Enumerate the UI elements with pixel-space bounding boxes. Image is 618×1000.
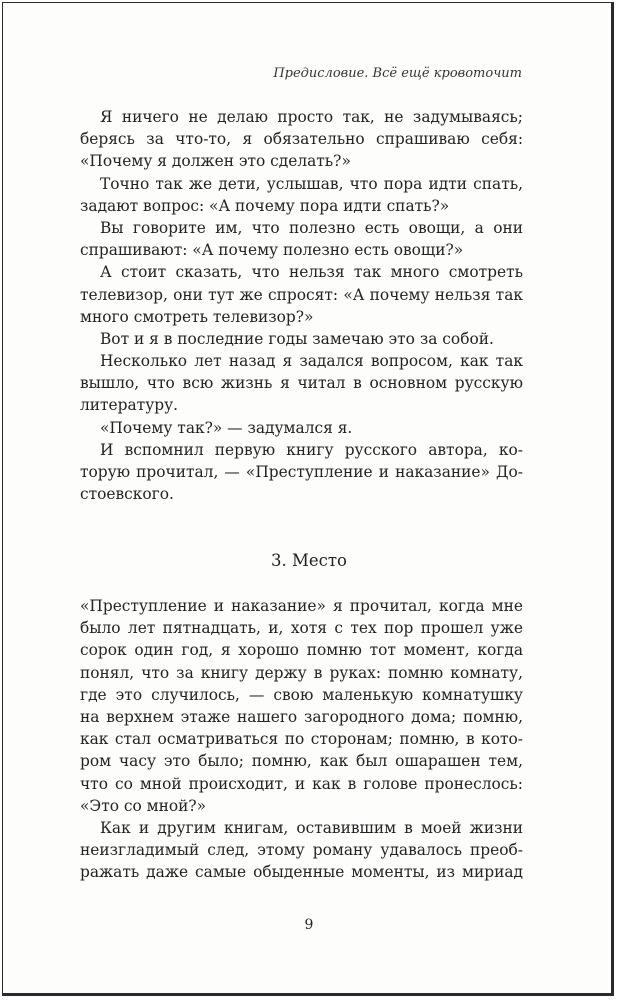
text-line: берясь за что-то, я обязательно спрашиваю себя: bbox=[80, 130, 523, 149]
text-line: сорок один год, я хорошо помню тот момент, когда bbox=[80, 641, 523, 660]
body-text-block-1 bbox=[80, 106, 523, 505]
text-line: Как и другим книгам, оставившим в моей жизни bbox=[100, 818, 523, 837]
text-line: Вы говорите им, что полезно есть овощи, а они bbox=[100, 218, 523, 237]
text-line: задают вопрос: «А почему пора идти спать?» bbox=[80, 196, 450, 215]
text-line: ром часу это было; помню, как был ошарашен тем, bbox=[80, 752, 523, 771]
text-line: спрашивают: «А почему полезно есть овощи?» bbox=[80, 241, 464, 260]
text-line: Я ничего не делаю просто так, не задумываясь; bbox=[100, 108, 523, 126]
text-line: что со мной происходит, и как в голове пронеслось: bbox=[80, 774, 523, 793]
text-line: «Преступление и наказание» я прочитал, когда мне bbox=[80, 597, 523, 615]
text-line: Точно так же дети, услышав, что пора идти спать, bbox=[100, 174, 523, 193]
text-line: неизгладимый след, этому роману удавалось преоб- bbox=[80, 841, 523, 860]
text-line: «Почему так?» — задумался я. bbox=[100, 418, 353, 437]
text-line: «Это со мной?» bbox=[80, 796, 207, 815]
text-line: «Почему я должен это сделать?» bbox=[80, 152, 351, 171]
text-line: Несколько лет назад я задался вопросом, как так bbox=[100, 352, 523, 371]
text-line: где это случилось, — свою маленькую комнатушку bbox=[80, 685, 523, 704]
body-text-block-2 bbox=[80, 595, 523, 883]
text-line: вышло, что всю жизнь я читал в основном русскую bbox=[80, 374, 523, 393]
text-line: много смотреть телевизор?» bbox=[80, 307, 314, 326]
text-line: на верхнем этаже нашего загородного дома; помню, bbox=[80, 707, 523, 726]
text-line: литературу. bbox=[80, 396, 179, 415]
text-line: А стоит сказать, что нельзя так много смотреть bbox=[100, 263, 523, 282]
text-line: торую прочитал, — «Преступление и наказание» До- bbox=[80, 463, 523, 481]
text-line: было лет пятнадцать, и, хотя с тех пор прошел уже bbox=[80, 619, 523, 638]
text-line: ражать даже самые обыденные моменты, из мириад bbox=[80, 863, 523, 882]
running-header: Предисловие. Всё ещё кровоточит bbox=[273, 66, 522, 81]
text-line: Вот и я в последние годы замечаю это за собой. bbox=[100, 329, 494, 348]
section-heading: 3. Место bbox=[271, 551, 347, 570]
book-page bbox=[2, 2, 614, 996]
text-line: стоевского. bbox=[80, 485, 174, 504]
text-line: как стал осматриваться по сторонам; помню, в кото- bbox=[80, 730, 523, 749]
page-number: 9 bbox=[304, 917, 314, 933]
text-line: И вспомнил первую книгу русского автора, ко- bbox=[100, 440, 523, 459]
text-line: телевизор, они тут же спросят: «А почему нельзя так bbox=[80, 285, 523, 304]
text-line: понял, что за книгу держу в руках: помню комнату, bbox=[80, 663, 523, 682]
